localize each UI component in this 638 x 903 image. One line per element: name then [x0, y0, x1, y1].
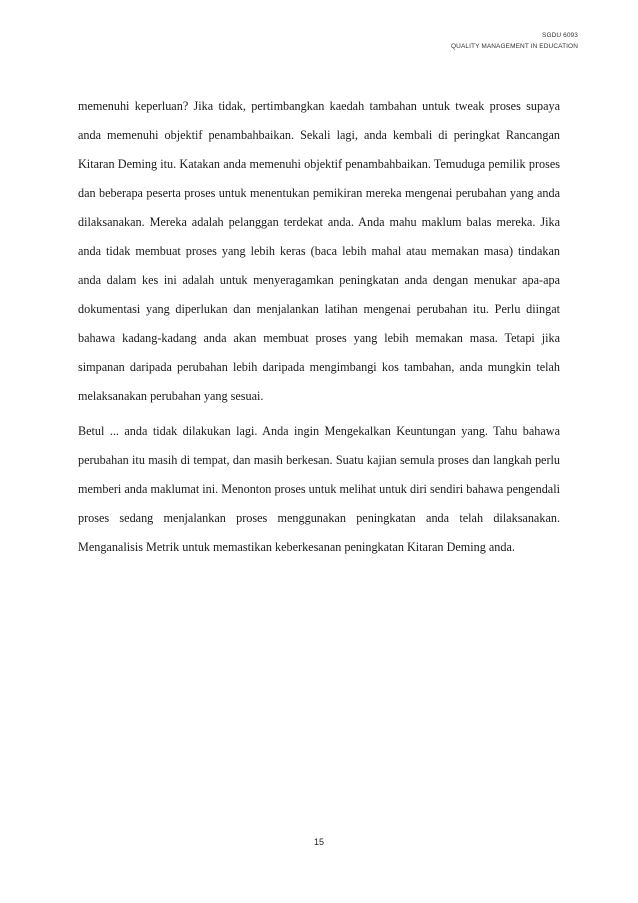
paragraph-1-block [78, 92, 560, 411]
paragraph: Betul ... anda tidak dilakukan lagi. Anda ingin Mengekalkan Keuntungan yang. Tahu bahawa perubahan itu masih di tempat, dan masih berkesan. Suatu kajian semula proses dan langkah perlu memberi anda maklumat ini. Menonton proses untuk melihat untuk diri sendiri bahawa pengendali proses sedang menjalankan proses menggunakan peningkatan anda telah dilaksanakan. Menganalisis Metrik untuk memastikan keberkesanan peningkatan Kitaran Deming anda. [78, 424, 560, 554]
course-code: SGDU 6093 [542, 32, 578, 39]
page-header [451, 30, 578, 52]
page-number: 15 [313, 837, 324, 847]
paragraph: memenuhi keperluan? Jika tidak, pertimbangkan kaedah tambahan untuk tweak proses supaya anda memenuhi objektif penambahbaikan. Sekali lagi, anda kembali di peringkat Rancangan Kitaran Deming itu. Katakan anda memenuhi objektif penambahbaikan. Temuduga pemilik proses dan beberapa peserta proses untuk menentukan pemikiran mereka mengenai perubahan yang anda dilaksanakan. Mereka adalah pelanggan terdekat anda. Anda mahu maklum balas mereka. Jika anda tidak membuat proses yang lebih keras (baca lebih mahal atau memakan masa) tindakan anda dalam kes ini adalah untuk menyeragamkan peningkatan anda dengan menukar apa-apa dokumentasi yang diperlukan dan menjalankan latihan mengenai perubahan itu. Perlu diingat bahawa kadang-kadang anda akan membuat proses yang lebih memakan masa. Tetapi jika simpanan daripada perubahan lebih daripada mengimbangi kos tambahan, anda mungkin telah melaksanakan perubahan yang sesuai. [78, 99, 560, 403]
course-title: QUALITY MANAGEMENT IN EDUCATION [451, 43, 578, 50]
paragraph-2-block [78, 417, 560, 562]
